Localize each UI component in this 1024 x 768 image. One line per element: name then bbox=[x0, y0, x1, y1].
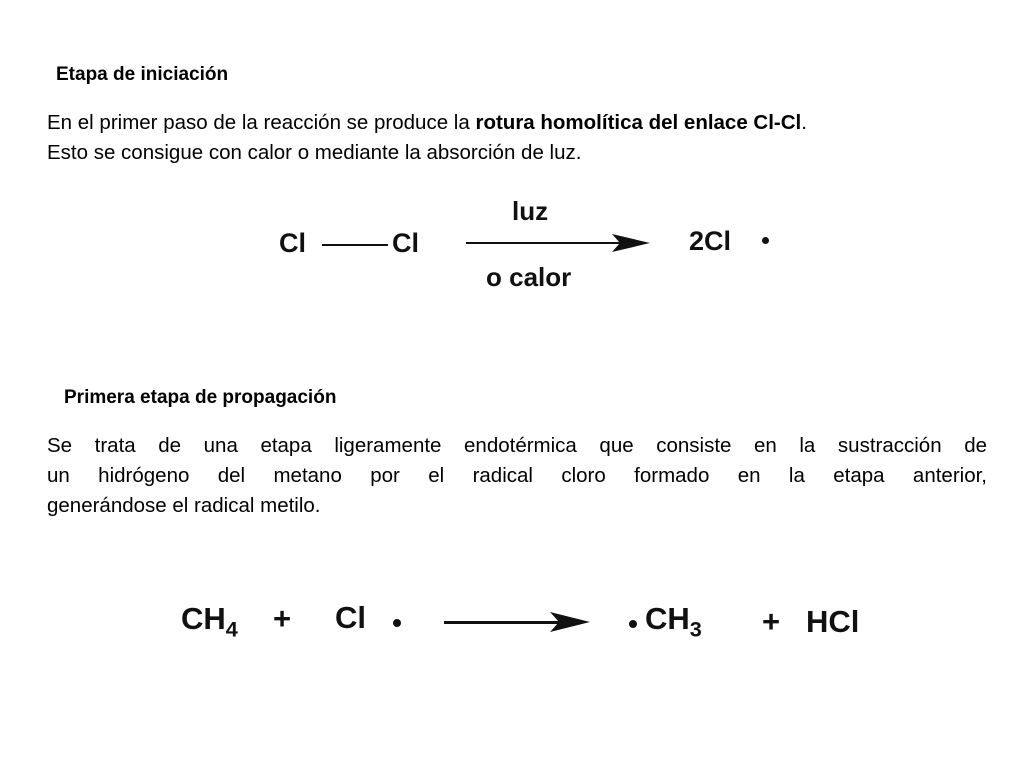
condition-light: luz bbox=[512, 196, 549, 226]
chlorine-radical-dot-icon bbox=[393, 619, 401, 627]
initiation-arrow-shaft bbox=[466, 242, 626, 244]
methyl-radical: $CH_3$ bbox=[645, 601, 702, 642]
initiation-line-1: En el primer paso de la reacción se produce la rotura homolítica del enlace Cl-Cl. bbox=[47, 111, 807, 134]
initiation-paragraph bbox=[47, 108, 997, 168]
methane: $CH_4$ bbox=[181, 601, 238, 642]
radical-dot-icon bbox=[762, 237, 769, 244]
hydrogen-chloride: HCl bbox=[806, 604, 860, 639]
reactant-cl-right: Cl bbox=[392, 228, 419, 258]
product-2cl: 2Cl bbox=[689, 226, 732, 256]
chlorine-radical: Cl bbox=[335, 600, 366, 635]
initiation-line-2: Esto se consigue con calor o mediante la absorción de luz. bbox=[47, 141, 582, 164]
propagation-line-2: un hidrógeno del metano por el radical cloro formado en la etapa anterior, bbox=[47, 464, 987, 487]
reactant-cl-left: Cl bbox=[279, 228, 306, 258]
initiation-heading: Etapa de iniciación bbox=[56, 64, 229, 85]
propagation-arrow-shaft bbox=[444, 621, 564, 624]
initiation-arrow-head bbox=[612, 232, 652, 254]
methyl-radical-dot-icon bbox=[629, 620, 637, 628]
plus-sign-1: + bbox=[273, 601, 292, 636]
propagation-heading: Primera etapa de propagación bbox=[64, 387, 337, 408]
propagation-arrow-head bbox=[550, 610, 592, 634]
propagation-line-3: generándose el radical metilo. bbox=[47, 494, 321, 517]
propagation-paragraph bbox=[47, 431, 987, 521]
cl-cl-bond-line bbox=[322, 244, 388, 246]
bold-bond-phrase: rotura homolítica del enlace Cl-Cl bbox=[475, 111, 802, 134]
methyl-subscript: 3 bbox=[689, 616, 702, 642]
condition-heat: o calor bbox=[486, 262, 572, 292]
methane-subscript: 4 bbox=[225, 616, 238, 642]
propagation-line-1: Se trata de una etapa ligeramente endotérmica que consiste en la sustracción de bbox=[47, 434, 987, 457]
plus-sign-2: + bbox=[762, 604, 781, 639]
